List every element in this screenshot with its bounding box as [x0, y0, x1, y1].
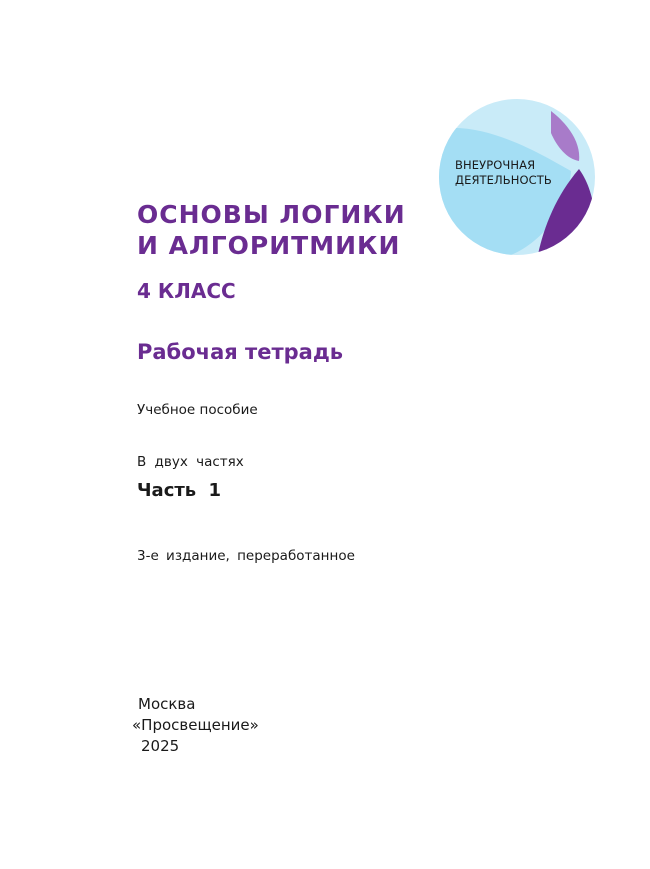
book-title-line-2: И АЛГОРИТМИКИ [137, 231, 401, 260]
book-title-line-1: ОСНОВЫ ЛОГИКИ [137, 200, 406, 229]
badge-label [455, 158, 552, 188]
imprint-publisher: «Просвещение» [132, 716, 259, 734]
imprint-city: Москва [138, 695, 196, 713]
study-aid-label: Учебное пособие [137, 402, 258, 418]
badge-label-line-2: ДЕЯТЕЛЬНОСТЬ [455, 173, 552, 187]
imprint-block [132, 694, 259, 757]
parts-count-label: В двух частях [137, 454, 244, 470]
extracurricular-badge [439, 99, 595, 255]
badge-label-line-1: ВНЕУРОЧНАЯ [455, 158, 536, 172]
grade-label: 4 КЛАСС [137, 279, 236, 303]
part-number-label: Часть 1 [137, 480, 221, 501]
edition-label: 3-е издание, переработанное [137, 548, 355, 564]
imprint-year: 2025 [141, 737, 180, 755]
workbook-label: Рабочая тетрадь [137, 340, 344, 364]
book-title [137, 199, 406, 261]
